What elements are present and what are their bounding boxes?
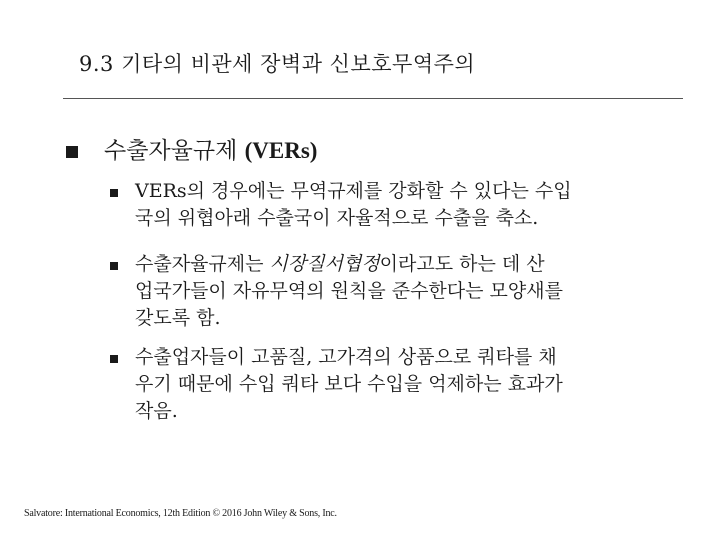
main-heading-korean: 수출자율규제 <box>104 138 245 164</box>
main-heading-latin: (VERs) <box>244 138 318 163</box>
sub-bullet-2-line-1-after: 이라고도 하는 데 산 <box>379 253 545 275</box>
footer-citation: Salvatore: International Economics, 12th Edition © 2016 John Wiley & Sons, Inc. <box>24 508 337 519</box>
sub-bullet-text-3 <box>135 344 690 425</box>
title-divider <box>63 98 683 99</box>
sub-bullet-2-line-1 <box>135 251 690 278</box>
sub-bullet-3-line-3: 작음. <box>135 400 178 422</box>
sub-bullet-2-line-2: 업국가들이 자유무역의 원칙을 준수한다는 모양새를 <box>135 280 563 302</box>
sub-bullet-square-3 <box>110 355 118 363</box>
sub-bullet-3-line-1: 수출업자들이 고품질, 고가격의 상품으로 쿼타를 채 <box>135 346 557 368</box>
sub-bullet-2-italic-term: 시장질서협정 <box>269 253 380 275</box>
slide-title: 9.3 기타의 비관세 장벽과 신보호무역주의 <box>79 52 476 76</box>
main-bullet-heading <box>104 132 317 165</box>
sub-bullet-text-1 <box>135 178 690 232</box>
main-bullet-square <box>66 146 78 158</box>
sub-bullet-text-2 <box>135 251 690 332</box>
sub-bullet-2-line-3: 갖도록 함. <box>135 307 221 329</box>
sub-bullet-square-2 <box>110 262 118 270</box>
sub-bullet-3-line-2: 우기 때문에 수입 쿼타 보다 수입을 억제하는 효과가 <box>135 373 563 395</box>
sub-bullet-2-line-1-before: 수출자율규제는 <box>135 253 270 275</box>
sub-bullet-1-line-2: 국의 위협아래 수출국이 자율적으로 수출을 축소. <box>135 207 539 229</box>
sub-bullet-square-1 <box>110 189 118 197</box>
sub-bullet-1-line-1: VERs의 경우에는 무역규제를 강화할 수 있다는 수입 <box>135 180 572 202</box>
